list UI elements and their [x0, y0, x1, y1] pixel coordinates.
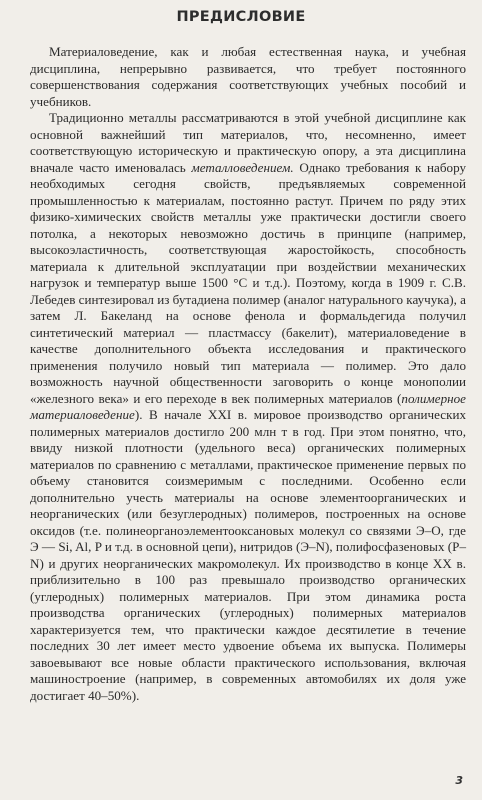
term-polymer-materials-science: полимерное материаловедение	[30, 390, 466, 422]
term-metallovedenie: металловедением.	[191, 159, 294, 175]
page-number: 3	[455, 774, 463, 787]
paragraph-2-text-1: Традиционно металлы рассматриваются в этой учебной дисциплине как основной важнейший тип материалов, что, несомненно, имеет соответствующую историческую и практическую опору, а эта дисциплина вначале часто именовалась	[30, 110, 466, 175]
paragraph-2-text-3: ). В начале XXI в. мировое производство органических полимерных материалов достигло 200 млн т в год. При этом понятно, что, ввиду низкой плотности (удельного веса) органических полимерных материалов по сравнению с металлами, практическое применение первых по объему становится соизмеримым с последними. Особенно если дополнительно учесть материалы на основе элементоорганических и неорганических (или безуглеродных) полимеров, построенных на основе оксидов (т.е. полинеорганоэлементооксановых молекул со связями Э–О, где Э — Si, Al, P и т.д. в основной цепи), нитридов (Э–N), полифосфазеновых (P–N) и других неорганических макромолекул. Их производство в конце XX в. приблизительно в 100 раз превышало производство органических (углеродных) полимерных материалов. При этом динамика роста производства органических (углеродных) полимерных материалов характеризуется тем, что практически каждое десятилетие в течение последних 30 лет имеет место удвоение объема их выпуска. Полимеры завоевывают все новые области практического использования, включая машиностроение (например, в современных автомобилях их доля уже достигает 40–50%).	[30, 407, 466, 703]
paragraph-2	[30, 110, 466, 704]
page-title: ПРЕДИСЛОВИЕ	[176, 9, 306, 25]
paragraph-1: Материаловедение, как и любая естественная наука, и учебная дисциплина, непрерывно развивается, что требует постоянного совершенствования содержания соответствующих учебных пособий и учебников.	[30, 44, 466, 109]
body-text	[30, 44, 466, 704]
paragraph-2-text-2: Однако требования к набору необходимых сегодня свойств, предъявляемых современной промышленностью к материалам, постоянно растут. Причем по ряду этих физико-химических свойств металлы уже практически достигли своего потолка, а некоторых невозможно достичь в принципе (например, высокоэластичность, соответствующая жаростойкость, способность материала к длительной эксплуатации при воздействии механических нагрузок и температур выше 1500 °С и т.д.). Поэтому, когда в 1909 г. С.В. Лебедев синтезировал из бутадиена полимер (аналог натурального каучука), а затем Л. Бакеланд на основе фенола и формальдегида получил синтетический материал — пластмассу (бакелит), материаловедение в качестве дополнительного объекта исследования и практического применения получило новый тип материала — полимер. Это дало возможность научной общественности заговорить о конце монополии «железного века» и его переходе в век полимерных материалов (	[30, 159, 466, 406]
